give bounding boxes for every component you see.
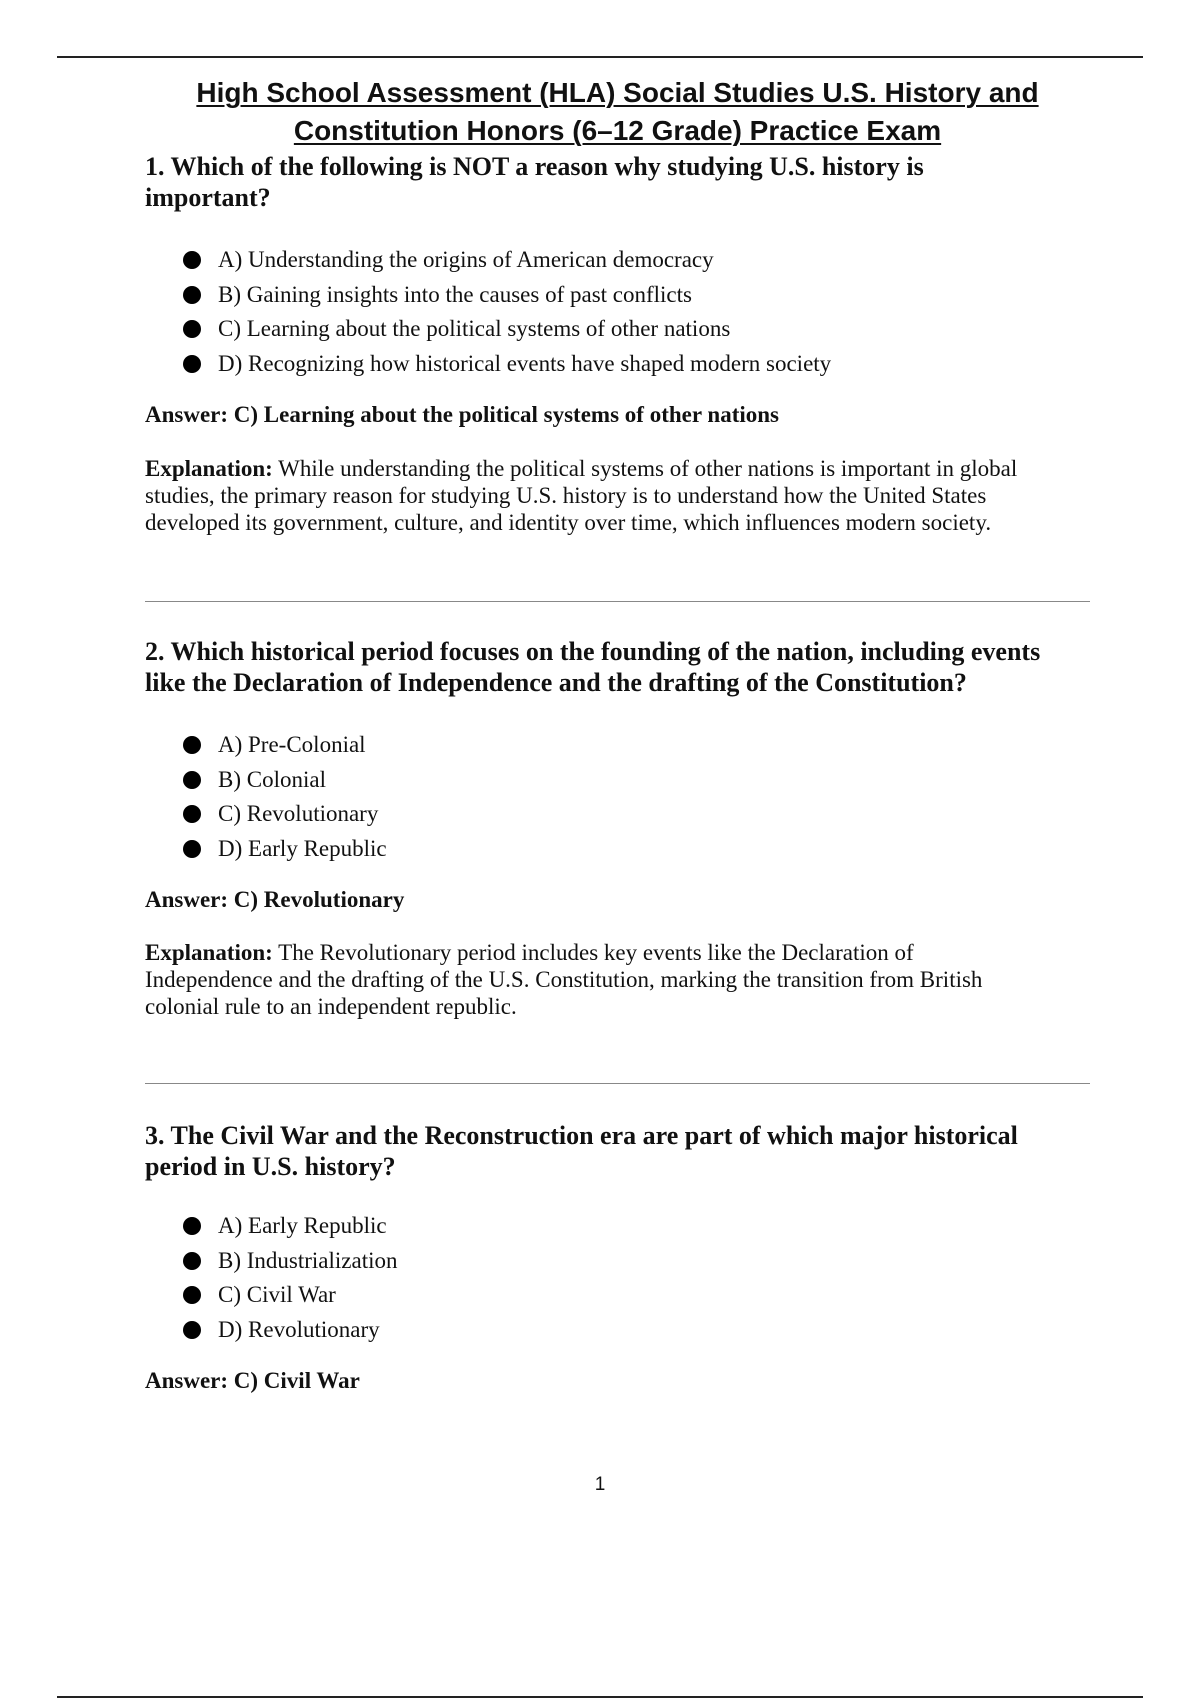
option-label: D) Early Republic [218,835,387,861]
option-label: A) Early Republic [218,1213,387,1238]
bullet-icon [183,771,201,789]
option-label: D) Revolutionary [218,1316,380,1342]
bullet-icon [183,1252,201,1270]
question-3-text-line-2: period in U.S. history? [145,1152,396,1181]
option-label: C) Learning about the political systems of other nations [218,316,731,341]
question-1-text [145,151,1090,213]
section-divider [145,601,1090,602]
explanation-line-2: Independence and the drafting of the U.S. Constitution, marking the transition from British [145,967,983,992]
bullet-icon [183,736,201,754]
question-2-answer: Answer: C) Revolutionary [145,887,405,912]
bullet-icon [183,1286,201,1304]
question-2 [145,636,1090,1020]
bullet-icon [183,1217,201,1235]
page-title-line-1: High School Assessment (HLA) Social Studies U.S. History and [196,77,1039,108]
question-2-option-c [145,797,1090,832]
question-3-option-d [145,1313,1090,1348]
question-1-explanation [145,455,1090,536]
bullet-icon [183,805,201,823]
question-2-text-line-2: like the Declaration of Independence and the drafting of the Constitution? [145,668,967,697]
bullet-icon [183,251,201,269]
section-divider [145,1083,1090,1084]
option-label: C) Civil War [218,1282,336,1307]
question-2-option-b [145,763,1090,798]
option-label: C) Revolutionary [218,801,379,826]
bottom-rule [57,1696,1143,1698]
question-1-option-a [145,243,1090,278]
question-3-option-a [145,1209,1090,1244]
question-1-option-b [145,278,1090,313]
question-3-options [145,1209,1090,1347]
question-2-text [145,636,1090,698]
top-rule [57,56,1143,58]
option-label: A) Pre-Colonial [218,732,366,757]
explanation-line-3: developed its government, culture, and identity over time, which influences modern society. [145,510,992,535]
question-3-answer: Answer: C) Civil War [145,1368,360,1393]
page-title-line-2: Constitution Honors (6–12 Grade) Practice Exam [293,115,942,146]
question-2-text-line-1: 2. Which historical period focuses on the founding of the nation, including events [145,637,1041,666]
bullet-icon [183,286,201,304]
bullet-icon [183,320,201,338]
page-title [120,74,1115,150]
question-1-options [145,243,1090,381]
bullet-icon [183,355,201,373]
option-label: B) Gaining insights into the causes of past conflicts [218,281,692,307]
question-3 [145,1120,1090,1396]
question-2-option-a [145,728,1090,763]
explanation-line-1: While understanding the political systems of other nations is important in global [278,456,1018,481]
question-2-options [145,728,1090,866]
option-label: B) Industrialization [218,1247,398,1273]
question-1-text-line-2: important? [145,183,271,212]
question-2-option-d [145,832,1090,867]
option-label: D) Recognizing how historical events have shaped modern society [218,350,832,376]
page-number: 1 [594,1474,606,1495]
explanation-line-3: colonial rule to an independent republic. [145,994,517,1019]
question-1-option-c [145,312,1090,347]
question-1-answer: Answer: C) Learning about the political systems of other nations [145,402,779,427]
bullet-icon [183,840,201,858]
explanation-label: Explanation: [145,940,273,965]
question-1-text-line-1: 1. Which of the following is NOT a reason why studying U.S. history is [145,152,924,181]
question-2-explanation [145,939,1090,1020]
question-1 [145,151,1090,536]
question-1-option-d [145,347,1090,382]
question-3-text-line-1: 3. The Civil War and the Reconstruction era are part of which major historical [145,1121,1018,1150]
question-3-text [145,1120,1090,1182]
option-label: A) Understanding the origins of American democracy [218,247,714,272]
question-3-option-c [145,1278,1090,1313]
explanation-line-2: studies, the primary reason for studying U.S. history is to understand how the United States [145,483,987,508]
explanation-line-1: The Revolutionary period includes key events like the Declaration of [278,940,914,965]
explanation-label: Explanation: [145,456,273,481]
question-3-option-b [145,1244,1090,1279]
option-label: B) Colonial [218,766,326,792]
bullet-icon [183,1321,201,1339]
